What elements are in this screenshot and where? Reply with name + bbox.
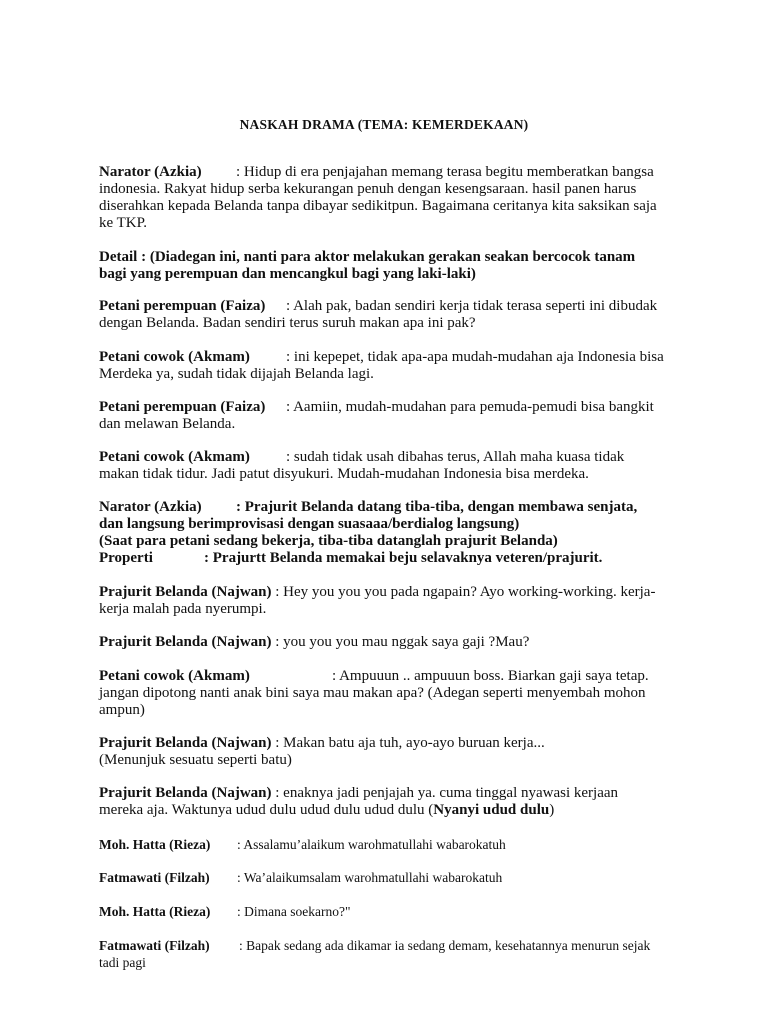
dialogue-block [99, 668, 665, 719]
detail-block [99, 249, 665, 283]
dialogue-block [99, 785, 665, 819]
dialogue-block [99, 164, 665, 232]
dialogue-text: : Aamiin, mudah-mudahan para pemuda-pemudi bisa bangkit dan melawan Belanda. [99, 399, 654, 432]
dialogue-block [99, 903, 665, 920]
dialogue-block [99, 399, 665, 433]
speaker-label: Prajurit Belanda (Najwan) [99, 735, 272, 751]
speaker-label: Narator (Azkia) [99, 499, 202, 515]
dialogue-text: : you you you mau nggak saya gaji ?Mau? [275, 634, 530, 650]
dialogue-block [99, 937, 665, 971]
speaker-label: Moh. Hatta (Rieza) [99, 904, 211, 919]
speaker-label: Fatmawati (Filzah) [99, 870, 210, 885]
speaker-label: Moh. Hatta (Rieza) [99, 837, 211, 852]
properti-line [99, 550, 665, 567]
emphasis-text: Nyanyi udud dulu [433, 802, 550, 818]
speaker-label: Prajurit Belanda (Najwan) [99, 584, 272, 600]
dialogue-text: : Prajurit Belanda datang tiba-tiba, dengan membawa senjata, dan langsung berimprovisasi dengan suasaaa/berdialog langsung) [99, 499, 638, 532]
speaker-label: Prajurit Belanda (Najwan) [99, 634, 272, 650]
speaker-label: Petani cowok (Akmam) [99, 449, 250, 465]
detail-label: Detail [99, 249, 138, 265]
dialogue-text: : sudah tidak usah dibahas terus, Allah maha kuasa tidak makan tidak tidur. Jadi patut disyukuri. Mudah-mudahan Indonesia bisa merdeka. [99, 449, 625, 482]
dialogue-text: : Wa’alaikumsalam warohmatullahi wabarokatuh [237, 870, 503, 885]
dialogue-text: : ini kepepet, tidak apa-apa mudah-mudahan aja Indonesia bisa Merdeka ya, sudah tidak dijajah Belanda lagi. [99, 349, 664, 382]
properti-text: : Prajurtt Belanda memakai beju selavaknya veteren/prajurit. [204, 550, 603, 566]
speaker-label: Fatmawati (Filzah) [99, 938, 210, 953]
dialogue-text: : Ampuuun .. ampuuun boss. Biarkan gaji saya tetap. jangan dipotong nanti anak bini saya mau makan apa? (Adegan seperti menyembah mohon ampun) [99, 668, 649, 718]
dialogue-text: : Hey you you you pada ngapain? Ayo working-working. kerja-kerja malah pada nyerumpi. [99, 584, 656, 617]
speaker-label: Petani perempuan (Faiza) [99, 399, 266, 415]
dialogue-block [99, 298, 665, 332]
dialogue-text: : Dimana soekarno?" [237, 904, 351, 919]
narator-block [99, 499, 665, 533]
speaker-label: Petani perempuan (Faiza) [99, 298, 266, 314]
speaker-label: Petani cowok (Akmam) [99, 668, 250, 684]
dialogue-block [99, 634, 665, 651]
dialogue-block [99, 349, 665, 383]
dialogue-block [99, 735, 665, 752]
dialogue-text: : enaknya jadi penjajah ya. cuma tinggal nyawasi kerjaan mereka aja. Waktunya udud dulu udud dulu udud dulu ( [99, 785, 619, 818]
properti-label: Properti [99, 550, 153, 566]
stage-direction: (Menunjuk sesuatu seperti batu) [99, 752, 292, 768]
stage-direction: (Saat para petani sedang bekerja, tiba-tiba datanglah prajurit Belanda) [99, 533, 558, 549]
dialogue-text: : Alah pak, badan sendiri kerja tidak terasa seperti ini dibudak dengan Belanda. Badan sendiri terus suruh makan apa ini pak? [99, 298, 658, 331]
speaker-label: Narator (Azkia) [99, 164, 202, 180]
dialogue-block [99, 449, 665, 483]
speaker-label: Prajurit Belanda (Najwan) [99, 785, 272, 801]
dialogue-block [99, 869, 665, 886]
dialogue-block [99, 836, 665, 853]
closing-paren: ) [549, 802, 555, 818]
speaker-label: Petani cowok (Akmam) [99, 349, 250, 365]
dialogue-block [99, 584, 665, 618]
detail-text: : (Diadegan ini, nanti para aktor melakukan gerakan seakan bercocok tanam bagi yang perempuan dan mencangkul bagi yang laki-laki) [99, 249, 636, 282]
dialogue-text: : Hidup di era penjajahan memang terasa begitu memberatkan bangsa indonesia. Rakyat hidup serba kekurangan penuh dengan kesengsaraan. hasil panen harus diserahkan kepada Belanda tanpa dibayar sedikitpun. Bagaimana ceritanya kita saksikan saja ke TKP. [99, 164, 657, 231]
dialogue-text: : Makan batu aja tuh, ayo-ayo buruan kerja... [275, 735, 545, 751]
document-title: NASKAH DRAMA (TEMA: KEMERDEKAAN) [239, 117, 529, 132]
dialogue-text: : Bapak sedang ada dikamar ia sedang demam, kesehatannya menurun sejak tadi pagi [99, 938, 651, 970]
dialogue-text: : Assalamu’alaikum warohmatullahi wabarokatuh [237, 837, 506, 852]
